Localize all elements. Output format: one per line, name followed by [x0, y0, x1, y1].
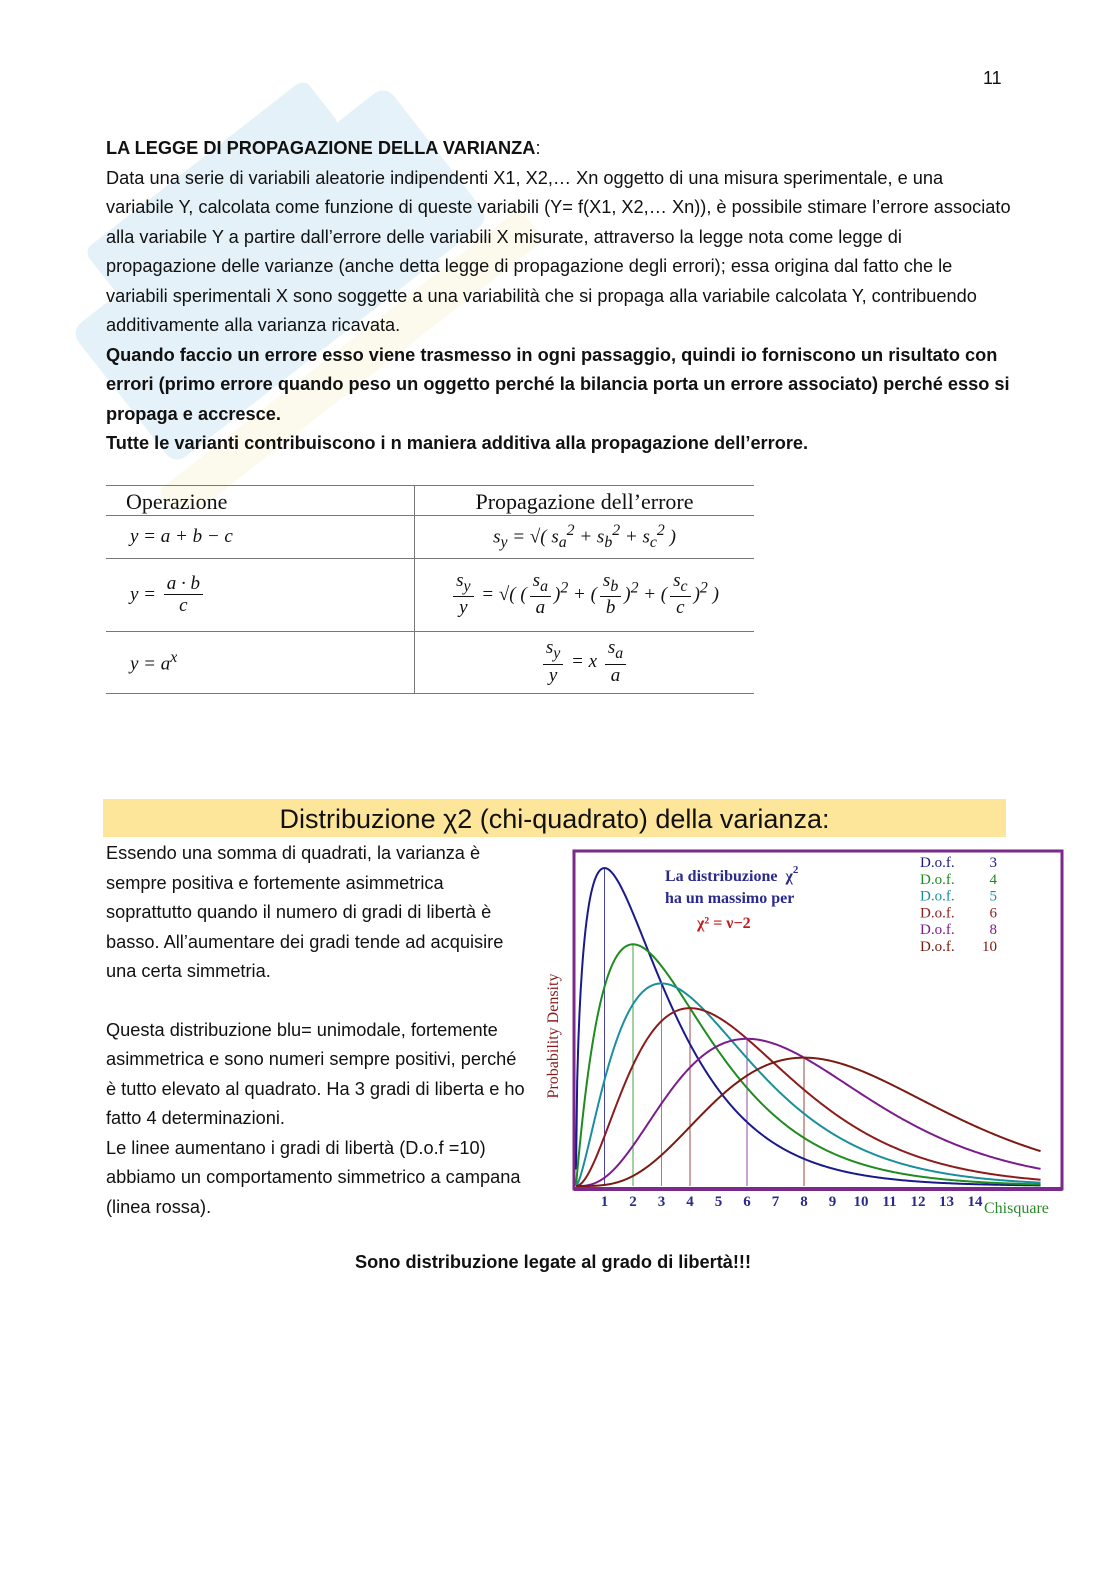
x-tick-label: 1 [600, 1194, 609, 1210]
x-tick-label: 10 [853, 1194, 869, 1210]
legend-dof-value: 5 [989, 888, 997, 905]
formula-sum: y = a + b − c [106, 516, 415, 559]
table-row [106, 559, 754, 632]
chi-square-heading: Distribuzione χ2 (chi-quadrato) della varianza: [279, 804, 830, 834]
y-axis-label: Probability Density [545, 973, 562, 1099]
legend-label: D.o.f. [920, 922, 955, 939]
section-title-colon: : [535, 138, 541, 158]
x-tick-label: 3 [657, 1194, 666, 1210]
legend-dof-value: 4 [989, 871, 997, 888]
x-tick-label: 11 [882, 1194, 897, 1210]
legend-dof-value: 10 [982, 939, 997, 955]
annotation-line-2: ha un massimo per [665, 890, 795, 907]
chi-paragraph-1: Essendo una somma di quadrati, la varianza è sempre positiva e fortemente asimmetrica soprattutto quando il numero di gradi di libertà è basso. All’aumentare dei gradi tende ad acquisire una certa simmetria. [106, 843, 504, 981]
legend-dof-value: 8 [989, 922, 997, 939]
legend-dof-value: 3 [989, 855, 997, 871]
chi-paragraph-2: Questa distribuzione blu= unimodale, fortemente asimmetrica e sono numeri sempre positivi, perché è tutto elevato al quadrato. Ha 3 gradi di liberta e ho fatto 4 determinazioni. [106, 1019, 525, 1128]
propagation-table [106, 485, 754, 694]
x-tick-label: 14 [967, 1194, 983, 1210]
bold-paragraph-1: Quando faccio un errore esso viene trasmesso in ogni passaggio, quindi io forniscono un risultato con errori (primo errore quando peso un oggetto perché la bilancia porta un errore associato) perché esso si propaga e accresce. [106, 344, 1010, 424]
annotation-sup: 2 [792, 864, 799, 876]
x-tick-label: 5 [714, 1194, 723, 1210]
x-tick-label: 12 [910, 1194, 926, 1210]
legend-label: D.o.f. [920, 939, 955, 955]
x-tick-label: 2 [629, 1194, 637, 1210]
legend-label: D.o.f. [920, 855, 955, 871]
formula-product: y = $\frac{a \cdot b}{c}$ [106, 559, 415, 632]
chi-square-description [106, 839, 526, 1222]
section-propagation [106, 134, 1011, 459]
formula-power: $y = a^x$ [106, 632, 415, 694]
section-title-line [106, 134, 1011, 164]
x-tick-label: 7 [771, 1194, 780, 1210]
formula-product-error: $\frac{s_y}{y}$ = √( ( $\frac{s_a}{a}$ )$^2$ + ( $\frac{s_b}{b}$ )$^2$ + ( $\frac{s_c}{c}$ )$^2$ ) [415, 559, 755, 632]
bold-paragraph-2: Tutte le varianti contribuiscono i n maniera additiva alla propagazione dell’errore. [106, 433, 809, 453]
annotation-text: La distribuzione [665, 868, 778, 885]
table-row [106, 632, 754, 694]
legend-label: D.o.f. [920, 871, 955, 888]
paragraph-gap [106, 987, 526, 1016]
x-tick-labels [601, 1194, 983, 1210]
x-tick-label: 6 [743, 1194, 751, 1210]
x-axis-label: Chisquare [984, 1200, 1049, 1217]
table-row [106, 516, 754, 559]
legend-label: D.o.f. [920, 888, 955, 905]
legend-dof-value: 6 [989, 905, 997, 922]
final-remark: Sono distribuzione legate al grado di libertà!!! [354, 1252, 752, 1272]
annotation-chi: χ [785, 868, 793, 885]
x-tick-label: 4 [686, 1194, 694, 1210]
chi-paragraph-3: Le linee aumentano i gradi di libertà (D.o.f =10) abbiamo un comportamento simmetrico a campana (linea rossa). [106, 1137, 521, 1217]
formula-sum-error: $s_y$ = √( $s_a^2 + s_b^2 + s_c^2$ ) [415, 516, 755, 559]
header-operation: Operazione [106, 486, 415, 516]
page-number: 11 [983, 68, 1002, 88]
formula-power-error: $\frac{s_y}{y}$ = x $\frac{s_a}{a}$ [415, 632, 755, 694]
legend-label: D.o.f. [920, 905, 955, 922]
annotation-formula: χ² = ν−2 [697, 915, 751, 932]
chi-square-heading-bar [103, 799, 1006, 837]
x-tick-label: 13 [939, 1194, 954, 1210]
chi-square-chart [545, 846, 1075, 1222]
x-tick-label: 9 [828, 1194, 837, 1210]
section-title: LA LEGGE DI PROPAGAZIONE DELLA VARIANZA [106, 138, 536, 158]
table-header-row [106, 486, 754, 516]
intro-paragraph: Data una serie di variabili aleatorie indipendenti X1, X2,… Xn oggetto di una misura sperimentale, e una variabile Y, calcolata come funzione di queste variabili (Y= f(X1, X2,… Xn)), è possibile stimare l’errore associato alla variabile Y a partire dall’errore delle variabili X misurate, attraverso la legge nota come legge di propagazione delle varianze (anche detta legge di propagazione degli errori); essa origina dal fatto che le variabili sperimentali X sono soggette a una variabilità che si propaga alla variabile calcolata Y, contribuendo additivamente alla varianza ricavata. [106, 167, 1011, 335]
x-tick-label: 8 [800, 1194, 808, 1210]
header-error-propagation: Propagazione dell’errore [415, 486, 755, 516]
